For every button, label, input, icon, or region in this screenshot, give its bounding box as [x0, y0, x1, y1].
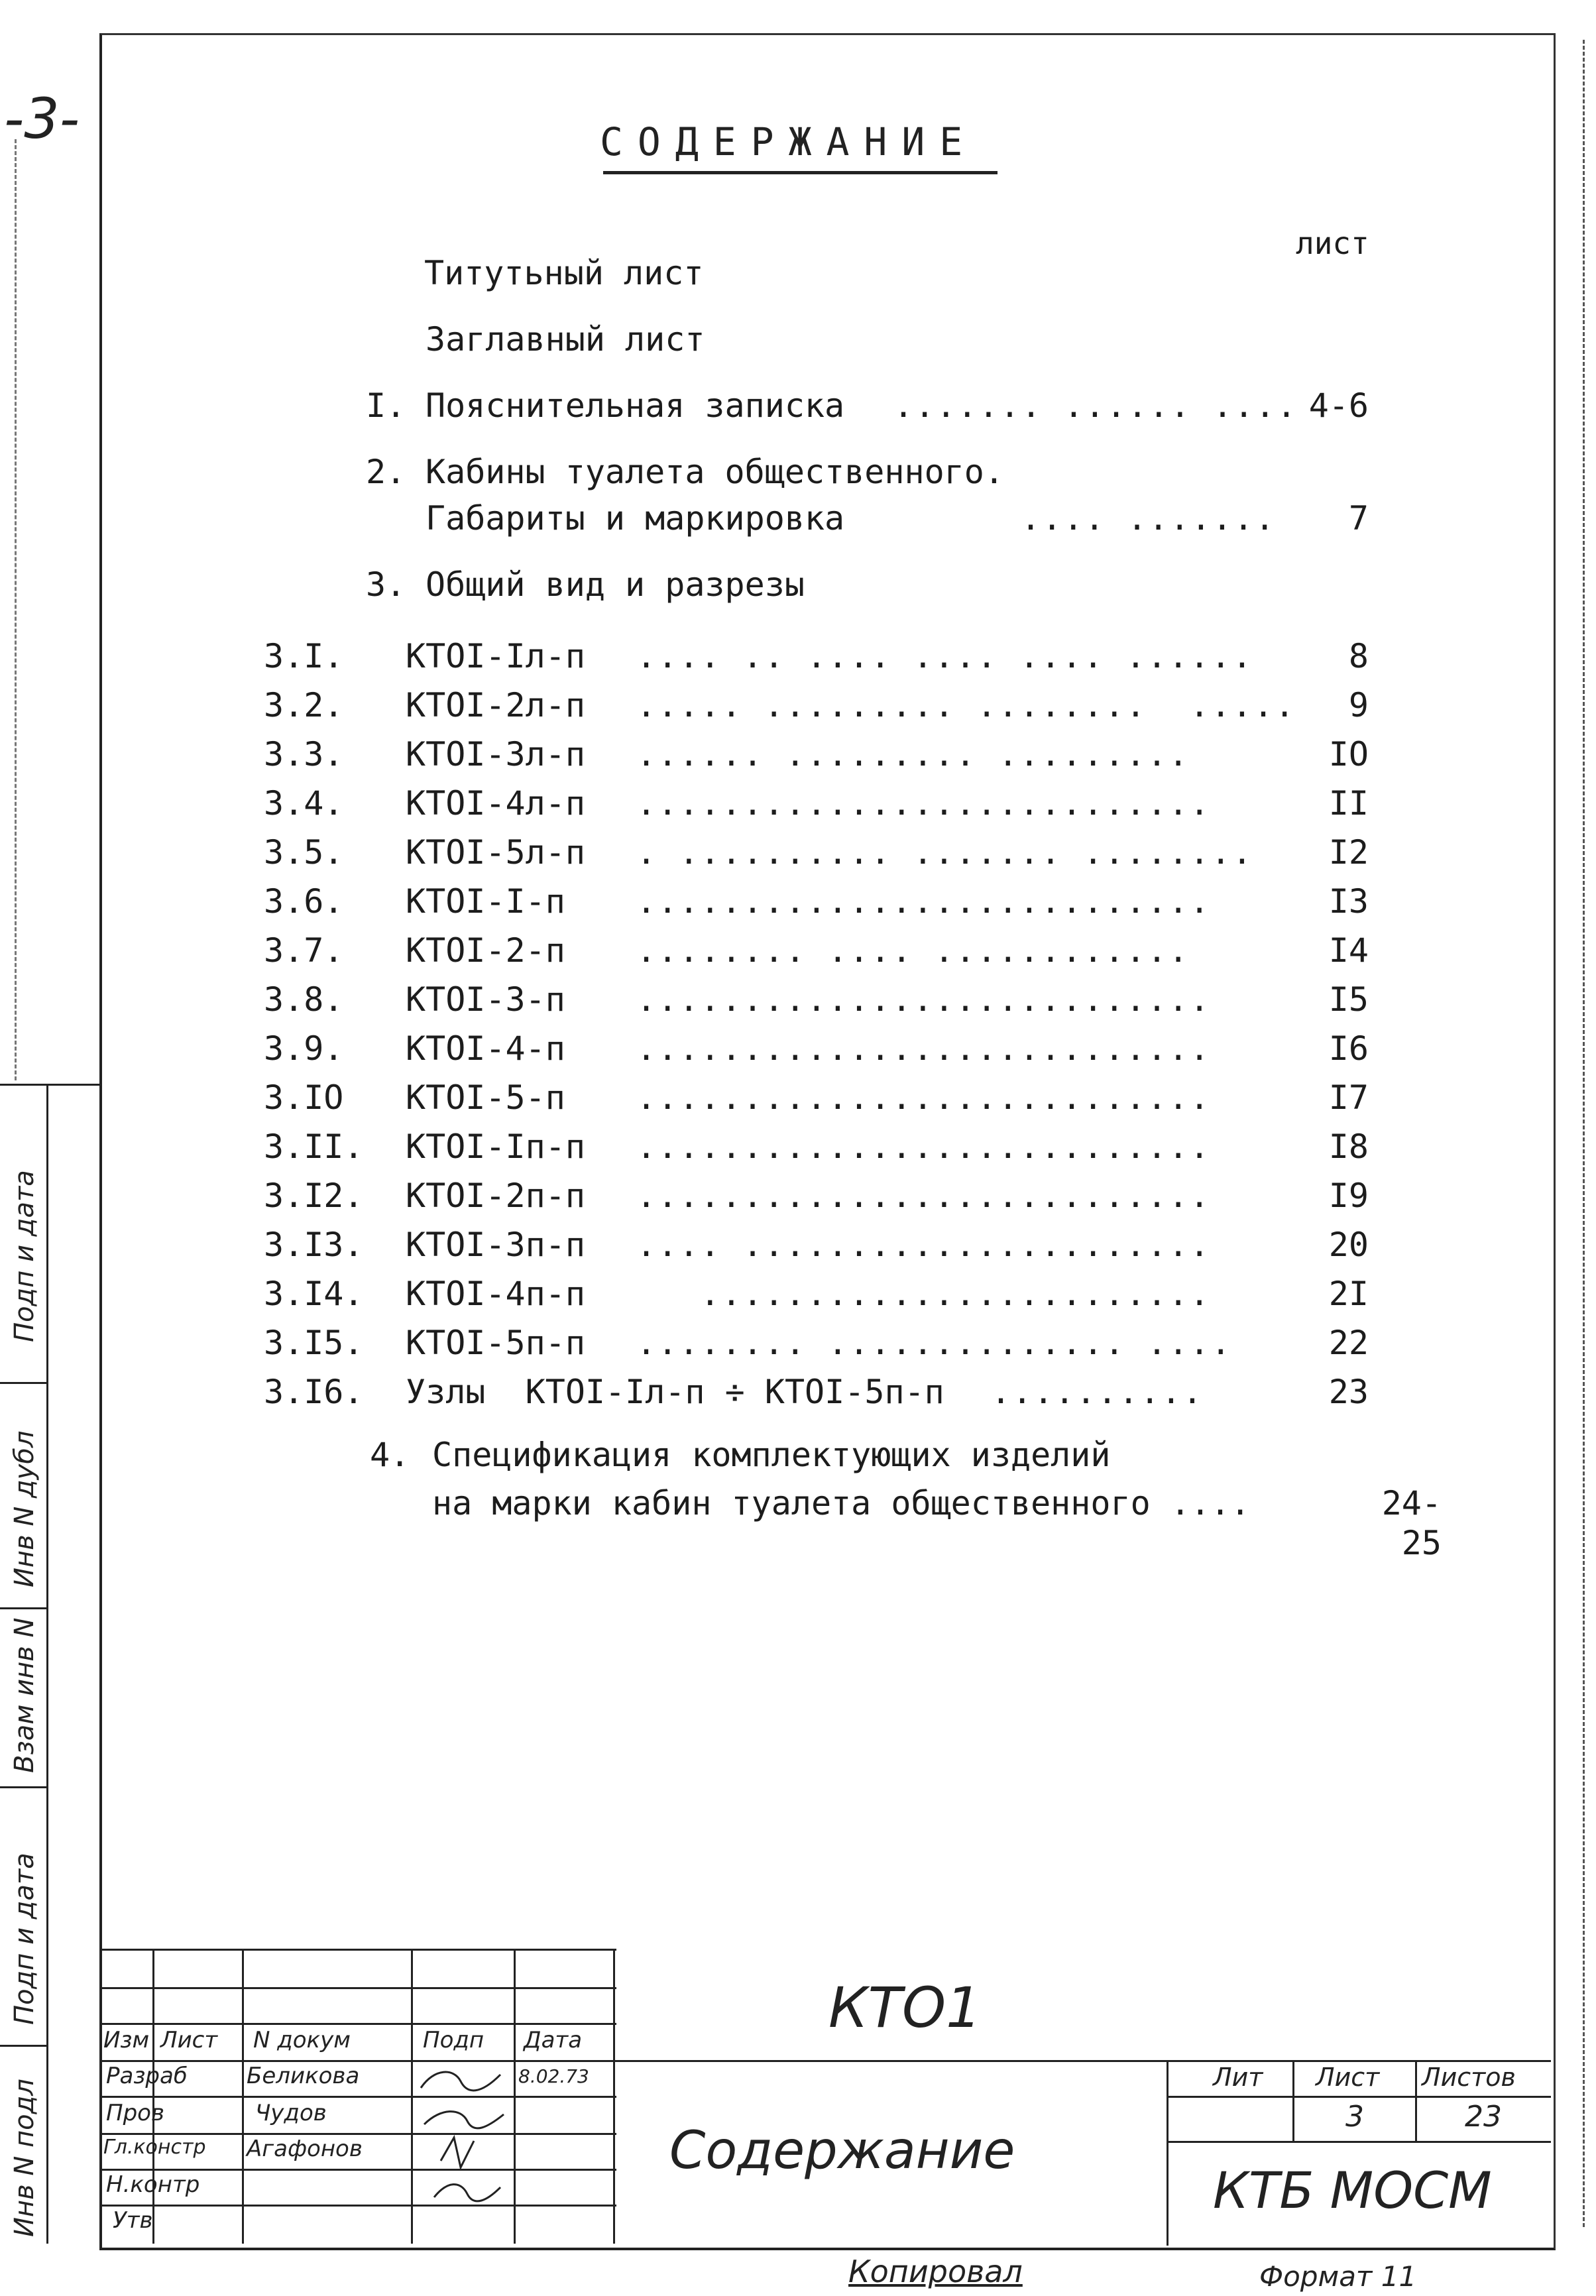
- toc-main-sheet: Заглавный лист: [426, 320, 705, 359]
- toc-item-code: КТОI-4-п: [406, 1029, 565, 1068]
- stamp-header-izm: Изм: [103, 2027, 150, 2053]
- toc-section2-page: 7: [1348, 499, 1369, 538]
- toc-item-code: КТОI-5п-п: [406, 1324, 585, 1362]
- toc-item-page: 9: [1348, 686, 1369, 724]
- stamp-sheet-value: 3: [1345, 2100, 1364, 2134]
- page-number: -3-: [4, 86, 80, 151]
- toc-section2-dots: .... .......: [1021, 499, 1277, 538]
- toc-item-code: КТОI-4п-п: [406, 1275, 585, 1313]
- toc-item-number: 3.9.: [264, 1029, 344, 1068]
- toc-item-number: 3.I3.: [264, 1226, 364, 1264]
- toc-section1-num: I.: [366, 386, 406, 425]
- right-cut-line: [1583, 40, 1585, 2227]
- toc-item-number: 3.2.: [264, 686, 344, 724]
- toc-item-code: КТОI-5л-п: [406, 833, 585, 872]
- stamp-role-2: Пров: [106, 2100, 164, 2126]
- stamp-sheets-label: Листов: [1422, 2063, 1516, 2092]
- title-underline: [603, 171, 997, 174]
- stamp-name-1: Беликова: [247, 2063, 360, 2089]
- toc-item-dots: ...........................: [636, 1177, 1211, 1215]
- toc-item-code: КТОI-2-п: [406, 931, 565, 970]
- toc-item-page: 8: [1348, 637, 1369, 675]
- toc-section1-text: Пояснительная записка: [426, 386, 845, 425]
- toc-item-number: 3.I.: [264, 637, 344, 675]
- toc-item-dots: ........................: [636, 1275, 1211, 1313]
- toc-item-dots: ...........................: [636, 1029, 1211, 1068]
- toc-item-dots: ..........: [991, 1373, 1204, 1411]
- toc-item-page: I3: [1328, 882, 1369, 921]
- toc-item-page: 2I: [1328, 1275, 1369, 1313]
- stamp-date: 8.02.73: [518, 2065, 589, 2087]
- stamp-role-4: Н.контр: [106, 2171, 200, 2198]
- toc-item-page: IO: [1328, 735, 1369, 774]
- toc-item-dots: ........ .... ............: [636, 931, 1190, 970]
- toc-item-page: II: [1328, 784, 1369, 823]
- toc-section4-line1: Спецификация комплектующих изделий: [432, 1436, 1111, 1474]
- toc-item-code: КТОI-Iл-п: [406, 637, 585, 675]
- toc-item-dots: ...........................: [636, 1127, 1211, 1166]
- stamp-header-sign: Подп: [423, 2027, 484, 2053]
- stamp-role-1: Разраб: [106, 2063, 188, 2089]
- toc-section4-page: 24-25: [1381, 1484, 1442, 1562]
- toc-section3-text: Общий вид и разрезы: [426, 565, 805, 604]
- toc-item-dots: ...........................: [636, 882, 1211, 921]
- stamp-lit-label: Лит: [1213, 2063, 1263, 2092]
- toc-item-code: КТОI-3-п: [406, 980, 565, 1019]
- toc-item-number: 3.6.: [264, 882, 344, 921]
- stamp-header-date: Дата: [524, 2027, 583, 2053]
- toc-item-dots: .... .. .... .... .... ......: [636, 637, 1253, 675]
- toc-item-dots: ..... ......... ........ .....: [636, 686, 1296, 724]
- toc-item-dots: ...........................: [636, 1078, 1211, 1117]
- toc-section1-dots: ....... ...... ....: [893, 386, 1298, 425]
- toc-item-number: 3.8.: [264, 980, 344, 1019]
- copied-label: Копировал: [848, 2254, 1023, 2289]
- toc-section2-line2: Габариты и маркировка: [426, 499, 845, 538]
- toc-item-page: I8: [1328, 1127, 1369, 1166]
- format-label: Формат 11: [1259, 2260, 1417, 2293]
- toc-item-page: 20: [1328, 1226, 1369, 1264]
- stamp-doc-title: Содержание: [669, 2121, 1015, 2181]
- toc-item-code: КТОI-Iп-п: [406, 1127, 585, 1166]
- sheet-column-label: лист: [1296, 225, 1369, 261]
- toc-item-number: 3.5.: [264, 833, 344, 872]
- toc-item-number: 3.I2.: [264, 1177, 364, 1215]
- signatures: [414, 2061, 514, 2207]
- toc-item-page: I7: [1328, 1078, 1369, 1117]
- stamp-role-3: Гл.констр: [103, 2136, 206, 2159]
- stamp-name-3: Агафонов: [247, 2136, 363, 2162]
- toc-item-dots: ...........................: [636, 980, 1211, 1019]
- toc-item-code: КТОI-4л-п: [406, 784, 585, 823]
- toc-section2-line1: Кабины туалета общественного.: [426, 453, 1004, 491]
- toc-item-number: 3.3.: [264, 735, 344, 774]
- sidebar-label-1: Подп и дата: [9, 1170, 40, 1342]
- toc-item-code: КТОI-2л-п: [406, 686, 585, 724]
- toc-item-number: 3.7.: [264, 931, 344, 970]
- toc-item-number: 3.II.: [264, 1127, 364, 1166]
- toc-item-code: КТОI-3л-п: [406, 735, 585, 774]
- stamp-sheet-label: Лист: [1316, 2063, 1380, 2092]
- toc-item-page: I9: [1328, 1177, 1369, 1215]
- page-title: СОДЕРЖАНИЕ: [600, 119, 978, 164]
- toc-item-dots: .... ......................: [636, 1226, 1211, 1264]
- toc-item-dots: . .......... ....... ........: [636, 833, 1253, 872]
- toc-item-code: Узлы КТОI-Iл-п ÷ КТОI-5п-п: [406, 1373, 944, 1411]
- sidebar-label-4: Подп и дата: [9, 1853, 40, 2025]
- toc-item-page: I4: [1328, 931, 1369, 970]
- toc-section3-num: 3.: [366, 565, 406, 604]
- left-cut-line: [15, 139, 17, 1080]
- sidebar-label-3: Взам инв N: [9, 1617, 40, 1773]
- toc-section2-num: 2.: [366, 453, 406, 491]
- stamp-name-2: Чудов: [255, 2100, 327, 2126]
- toc-item-page: I5: [1328, 980, 1369, 1019]
- toc-section4-line2: на марки кабин туалета общественного ....: [432, 1484, 1251, 1522]
- toc-item-page: 23: [1328, 1373, 1369, 1411]
- title-block: [99, 1949, 1551, 2247]
- stamp-designation: КТО1: [828, 1975, 982, 2040]
- toc-item-code: КТОI-2п-п: [406, 1177, 585, 1215]
- stamp-sheets-value: 23: [1465, 2100, 1502, 2134]
- toc-section1-page: 4-6: [1308, 386, 1369, 425]
- sidebar-label-2: Инв N дубл: [9, 1430, 40, 1587]
- sidebar-label-5: Инв N подл: [9, 2079, 40, 2237]
- toc-item-page: I6: [1328, 1029, 1369, 1068]
- toc-item-page: 22: [1328, 1324, 1369, 1362]
- side-stamp: [0, 1084, 99, 2244]
- toc-item-dots: ...........................: [636, 784, 1211, 823]
- toc-item-code: КТОI-5-п: [406, 1078, 565, 1117]
- toc-item-number: 3.4.: [264, 784, 344, 823]
- toc-item-number: 3.I5.: [264, 1324, 364, 1362]
- stamp-org: КТБ МОСМ: [1213, 2161, 1492, 2220]
- toc-section4-num: 4.: [370, 1436, 410, 1474]
- stamp-header-doc: N докум: [253, 2027, 351, 2053]
- toc-item-number: 3.IO: [264, 1078, 344, 1117]
- stamp-header-list: Лист: [160, 2027, 218, 2053]
- toc-item-dots: ........ .............. ....: [636, 1324, 1232, 1362]
- toc-title-sheet: Титутьный лист: [424, 254, 704, 292]
- toc-item-code: КТОI-I-п: [406, 882, 565, 921]
- toc-item-dots: ...... ......... .........: [636, 735, 1190, 774]
- toc-item-code: КТОI-3п-п: [406, 1226, 585, 1264]
- toc-item-page: I2: [1328, 833, 1369, 872]
- toc-item-number: 3.I6.: [264, 1373, 364, 1411]
- stamp-role-5: Утв: [113, 2207, 153, 2234]
- toc-item-number: 3.I4.: [264, 1275, 364, 1313]
